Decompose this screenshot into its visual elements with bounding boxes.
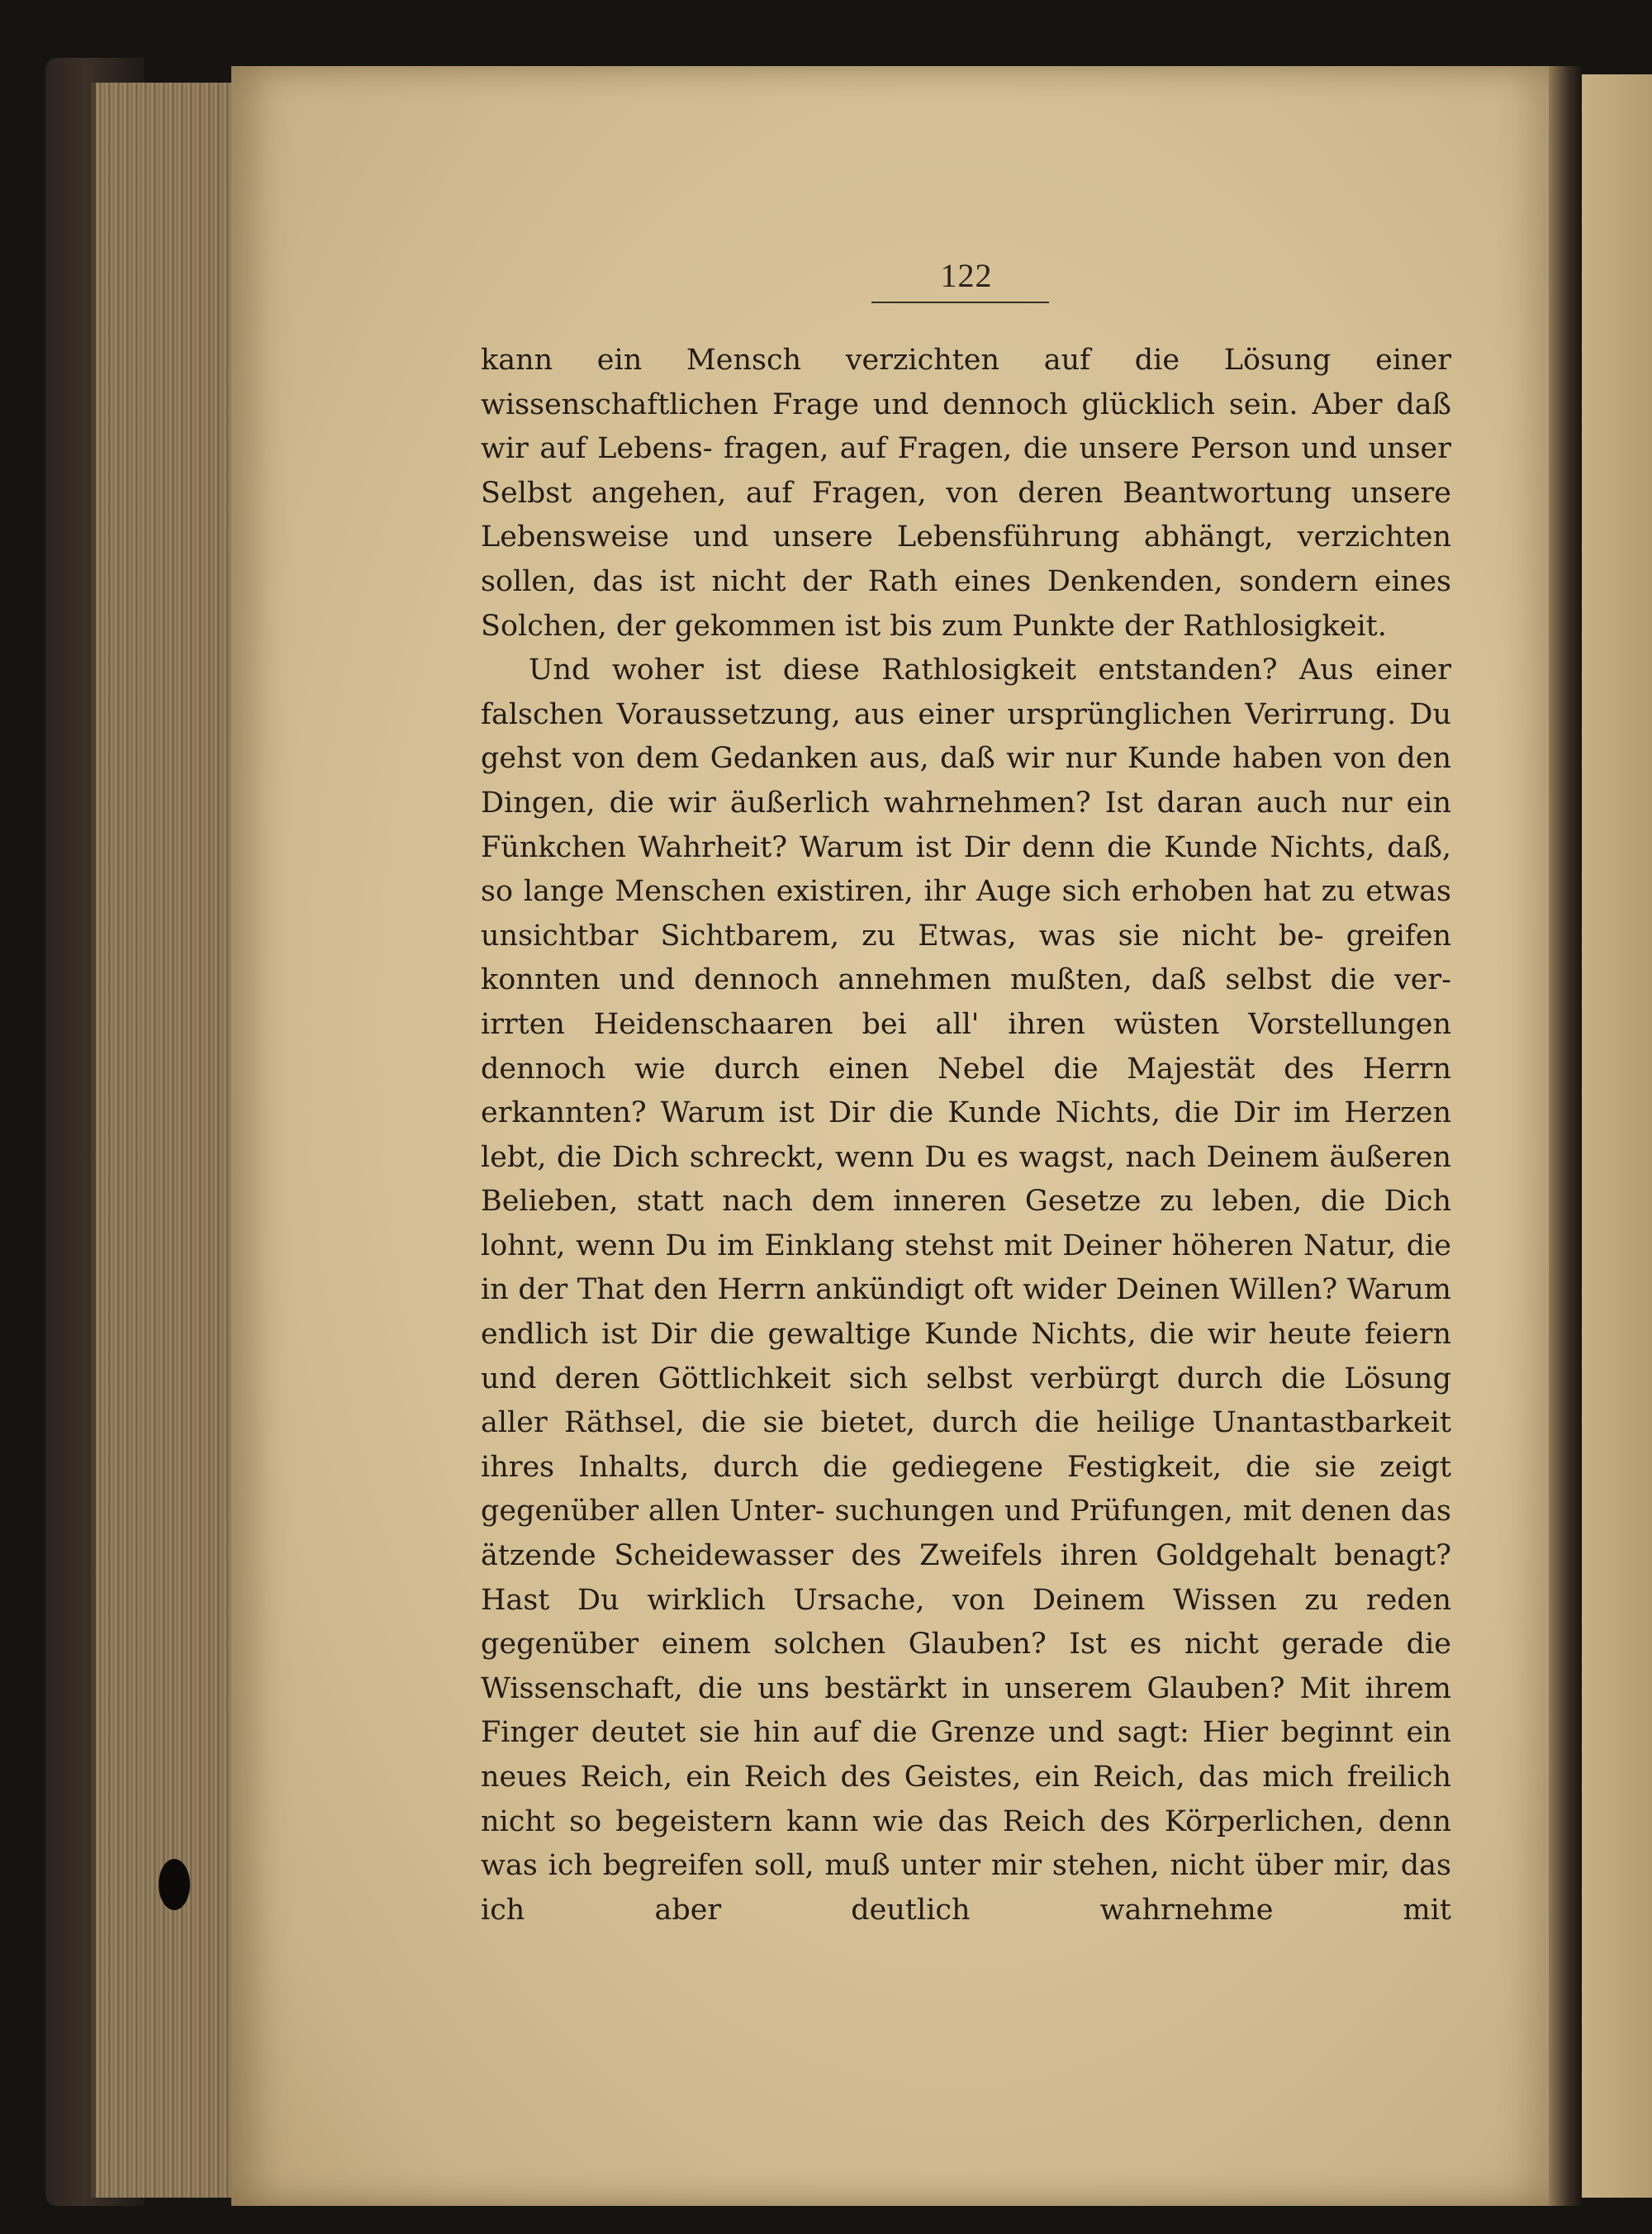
header-rule xyxy=(871,302,1049,303)
page-number-text: 122 xyxy=(940,257,993,294)
ink-blot xyxy=(159,1859,190,1910)
paragraph: kann ein Mensch verzichten auf die Lösung einer wissenschaftlichen Frage und dennoch glücklich sein. Aber daß wir auf Lebens- fragen, auf Fragen, die unsere Person und unser Selbst angehen, auf Fragen, von deren Beantwortung unsere Lebensweise und unsere Lebensführung abhängt, verzichten sollen, das ist nicht der Rath eines Denkenden, sondern eines Solchen, der gekommen ist bis zum Punkte der Rathlosigkeit. xyxy=(481,344,1451,643)
body-text xyxy=(481,339,1451,1932)
book-gutter xyxy=(1549,66,1582,2206)
facing-page-edge xyxy=(1582,74,1652,2198)
paragraph: Und woher ist diese Rathlosigkeit entstanden? Aus einer falschen Voraussetzung, aus einer ursprünglichen Verirrung. Du gehst von dem Gedanken aus, daß wir nur Kunde haben von den Dingen, die wir äußerlich wahrnehmen? Ist daran auch nur ein Fünkchen Wahrheit? Warum ist Dir denn die Kunde Nichts, daß, so lange Menschen existiren, ihr Auge sich erhoben hat zu etwas unsichtbar Sichtbarem, zu Etwas, was sie nicht be- greifen konnten und dennoch annehmen mußten, daß selbst die ver- irrten Heidenschaaren bei all' ihren wüsten Vorstellungen dennoch wie durch einen Nebel die Majestät des Herrn erkannten? Warum ist Dir die Kunde Nichts, die Dir im Herzen lebt, die Dich schreckt, wenn Du es wagst, nach Deinem äußeren Belieben, statt nach dem inneren Gesetze zu leben, die Dich lohnt, wenn Du im Einklang stehst mit Deiner höheren Natur, die in der That den Herrn ankündigt oft wider Deinen Willen? Warum endlich ist Dir die gewaltige Kunde Nichts, die wir heute feiern und deren Göttlichkeit sich selbst verbürgt durch die Lösung aller Räthsel, die sie bietet, durch die heilige Unantastbarkeit ihres Inhalts, durch die gediegene Festigkeit, die sie zeigt gegenüber allen Unter- suchungen und Prüfungen, mit denen das ätzende Scheidewasser des Zweifels ihren Goldgehalt benagt? Hast Du wirklich Ursache, von Deinem Wissen zu reden gegenüber einem solchen Glauben? Ist es nicht gerade die Wissenschaft, die uns bestärkt in unserem Glauben? Mit ihrem Finger deutet sie hin auf die Grenze und sagt: Hier beginnt ein neues Reich, ein Reich des Geistes, ein Reich, das mich freilich nicht so begeistern kann wie das Reich des Körperlichen, denn was ich begreifen soll, muß unter mir stehen, nicht über mir, das ich aber deutlich wahrnehme mit xyxy=(481,654,1451,1927)
page-number xyxy=(0,256,1652,295)
